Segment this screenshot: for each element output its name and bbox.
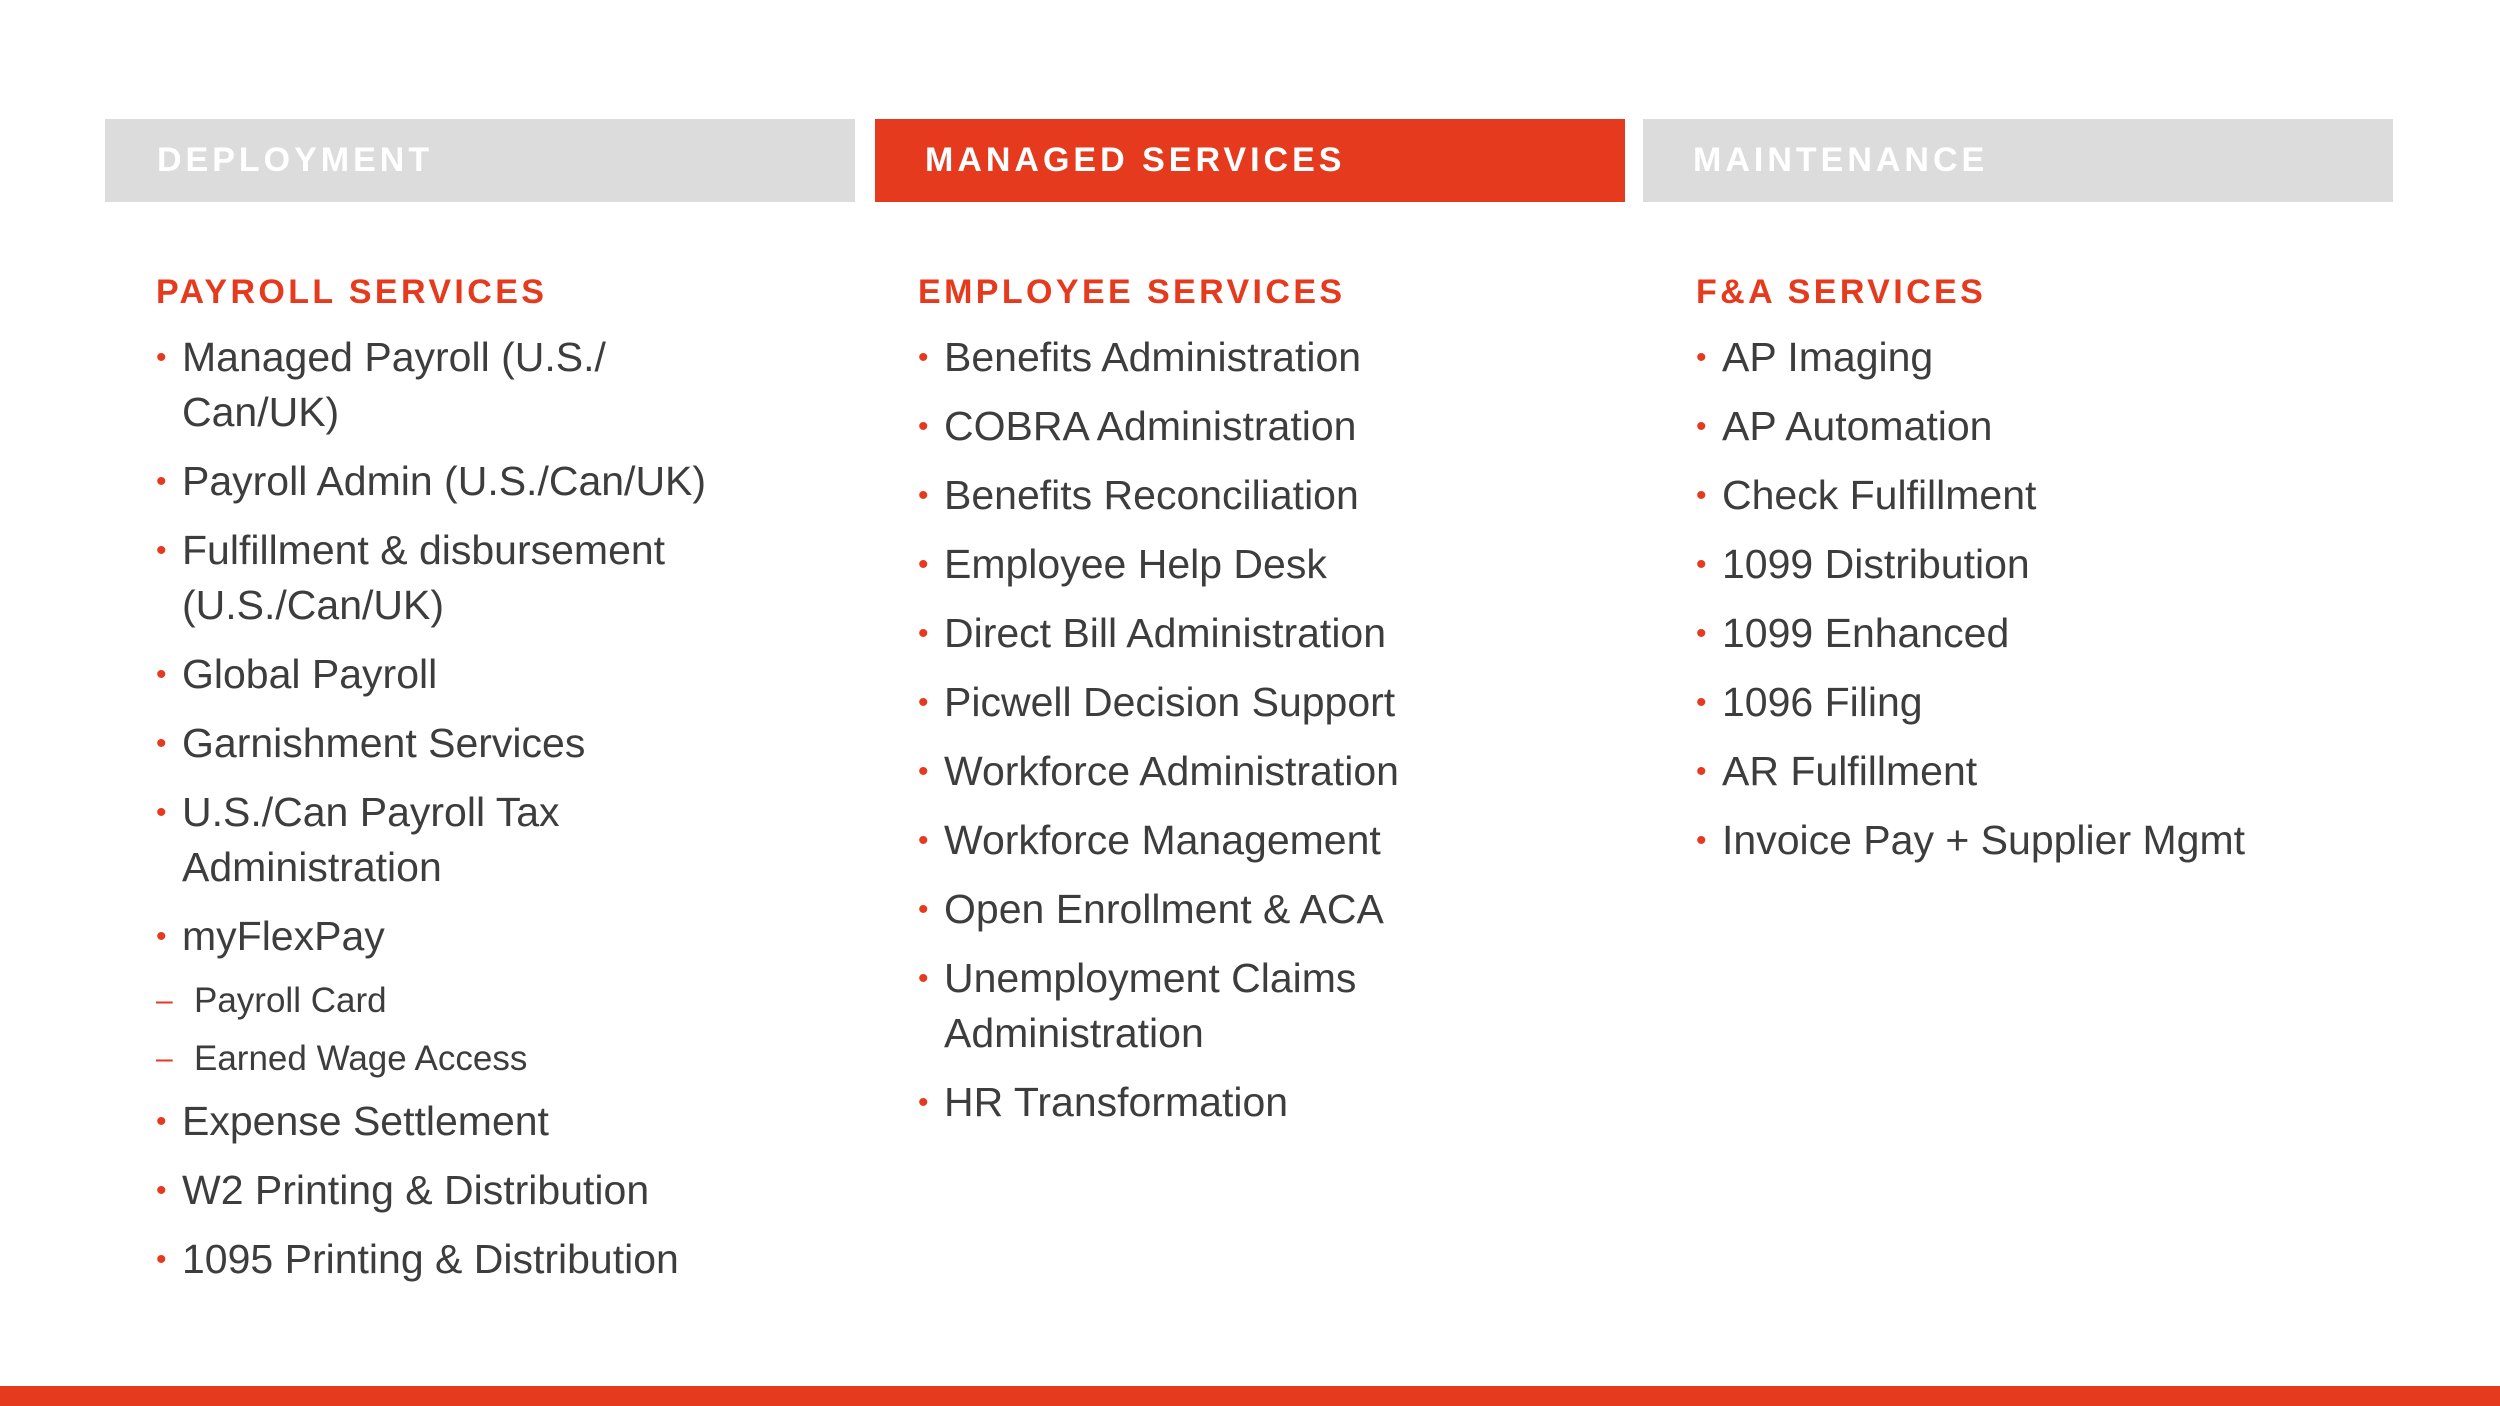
list-item-label: AR Fulfillment [1722, 748, 1978, 794]
list-item-label: Managed Payroll (U.S./ Can/UK) [182, 334, 606, 435]
list-item [156, 1163, 756, 1218]
bullet-icon: • [156, 341, 167, 374]
bullet-icon: • [156, 1243, 167, 1276]
bullet-icon: • [918, 1086, 929, 1119]
list-item [156, 716, 756, 771]
list-item [1696, 330, 2396, 385]
list-item-label: Invoice Pay + Supplier Mgmt [1722, 817, 2245, 863]
service-list [156, 330, 756, 1287]
bullet-icon: • [1696, 479, 1707, 512]
bullet-icon: • [1696, 410, 1707, 443]
list-item-label: myFlexPay [182, 913, 385, 959]
list-item-label: AP Automation [1722, 403, 1993, 449]
list-item [1696, 537, 2396, 592]
list-item-label: Workforce Management [944, 817, 1381, 863]
bullet-icon: • [156, 1105, 167, 1138]
bullet-icon: • [918, 962, 929, 995]
bullet-icon: • [1696, 341, 1707, 374]
column-payroll-services [156, 268, 756, 1301]
list-item [918, 813, 1518, 868]
list-item-label: U.S./Can Payroll Tax Administration [182, 789, 560, 890]
list-item-label: Workforce Administration [944, 748, 1399, 794]
tab-maintenance-label: MAINTENANCE [1693, 141, 1989, 179]
list-item [1696, 399, 2396, 454]
service-list [1696, 330, 2396, 868]
list-item [156, 647, 756, 702]
list-item [156, 1232, 756, 1287]
list-item-label: Earned Wage Access [194, 1039, 528, 1078]
column-heading: EMPLOYEE SERVICES [918, 273, 1346, 311]
list-item-label: Global Payroll [182, 651, 438, 697]
tab-deployment-label: DEPLOYMENT [157, 141, 434, 179]
bullet-icon: • [918, 893, 929, 926]
list-item [156, 454, 756, 509]
tab-managed-services-label: MANAGED SERVICES [925, 141, 1346, 179]
list-item-label: Employee Help Desk [944, 541, 1327, 587]
list-item [156, 330, 756, 440]
tab-deployment[interactable] [105, 119, 855, 202]
column-heading: PAYROLL SERVICES [156, 273, 548, 311]
list-item [156, 523, 756, 633]
list-item [1696, 744, 2396, 799]
bullet-icon: • [918, 410, 929, 443]
list-item [918, 882, 1518, 937]
list-item-label: Garnishment Services [182, 720, 586, 766]
bullet-icon: • [156, 465, 167, 498]
list-item-label: Check Fulfillment [1722, 472, 2037, 518]
sub-list-item [156, 1036, 756, 1082]
list-item-label: Payroll Admin (U.S./Can/UK) [182, 458, 707, 504]
column-employee-services [918, 268, 1518, 1144]
bullet-icon: • [918, 755, 929, 788]
column-heading: F&A SERVICES [1696, 273, 1987, 311]
list-item-label: Benefits Reconciliation [944, 472, 1359, 518]
bullet-icon: • [918, 686, 929, 719]
bullet-icon: • [156, 1174, 167, 1207]
bullet-icon: • [1696, 755, 1707, 788]
list-item-label: 1096 Filing [1722, 679, 1923, 725]
list-item [1696, 675, 2396, 730]
dash-bullet-icon: – [156, 1042, 173, 1075]
bullet-icon: • [1696, 548, 1707, 581]
bullet-icon: • [156, 796, 167, 829]
bullet-icon: • [918, 824, 929, 857]
list-item [918, 468, 1518, 523]
list-item [156, 909, 756, 964]
bullet-icon: • [918, 341, 929, 374]
list-item [918, 537, 1518, 592]
list-item [918, 399, 1518, 454]
list-item-label: Payroll Card [194, 981, 387, 1020]
list-item [918, 744, 1518, 799]
list-item [918, 951, 1518, 1061]
list-item [918, 606, 1518, 661]
list-item-label: HR Transformation [944, 1079, 1289, 1125]
bullet-icon: • [918, 479, 929, 512]
list-item-label: Open Enrollment & ACA [944, 886, 1384, 932]
bullet-icon: • [156, 658, 167, 691]
list-item-label: Unemployment Claims Administration [944, 955, 1357, 1056]
service-list [918, 330, 1518, 1130]
list-item [1696, 468, 2396, 523]
list-item-label: COBRA Administration [944, 403, 1357, 449]
list-item [1696, 606, 2396, 661]
bullet-icon: • [1696, 617, 1707, 650]
list-item-label: Picwell Decision Support [944, 679, 1396, 725]
section-tabs [105, 119, 2393, 202]
list-item-label: AP Imaging [1722, 334, 1934, 380]
list-item-label: W2 Printing & Distribution [182, 1167, 650, 1213]
column-fa-services [1696, 268, 2396, 882]
list-item [156, 1094, 756, 1149]
list-item [1696, 813, 2396, 868]
bullet-icon: • [156, 920, 167, 953]
list-item [918, 330, 1518, 385]
list-item [918, 675, 1518, 730]
bullet-icon: • [156, 534, 167, 567]
list-item-label: Expense Settlement [182, 1098, 549, 1144]
dash-bullet-icon: – [156, 984, 173, 1017]
bottom-accent-bar [0, 1386, 2500, 1406]
sub-list-item [156, 978, 756, 1024]
bullet-icon: • [156, 727, 167, 760]
tab-maintenance[interactable] [1643, 119, 2393, 202]
bullet-icon: • [1696, 686, 1707, 719]
tab-managed-services[interactable] [875, 119, 1625, 202]
list-item-label: Direct Bill Administration [944, 610, 1387, 656]
list-item-label: 1099 Distribution [1722, 541, 2030, 587]
list-item-label: Benefits Administration [944, 334, 1362, 380]
list-item [918, 1075, 1518, 1130]
list-item-label: 1095 Printing & Distribution [182, 1236, 679, 1282]
bullet-icon: • [918, 548, 929, 581]
list-item [156, 785, 756, 895]
bullet-icon: • [1696, 824, 1707, 857]
list-item-label: Fulfillment & disbursement (U.S./Can/UK) [182, 527, 666, 628]
bullet-icon: • [918, 617, 929, 650]
list-item-label: 1099 Enhanced [1722, 610, 2010, 656]
